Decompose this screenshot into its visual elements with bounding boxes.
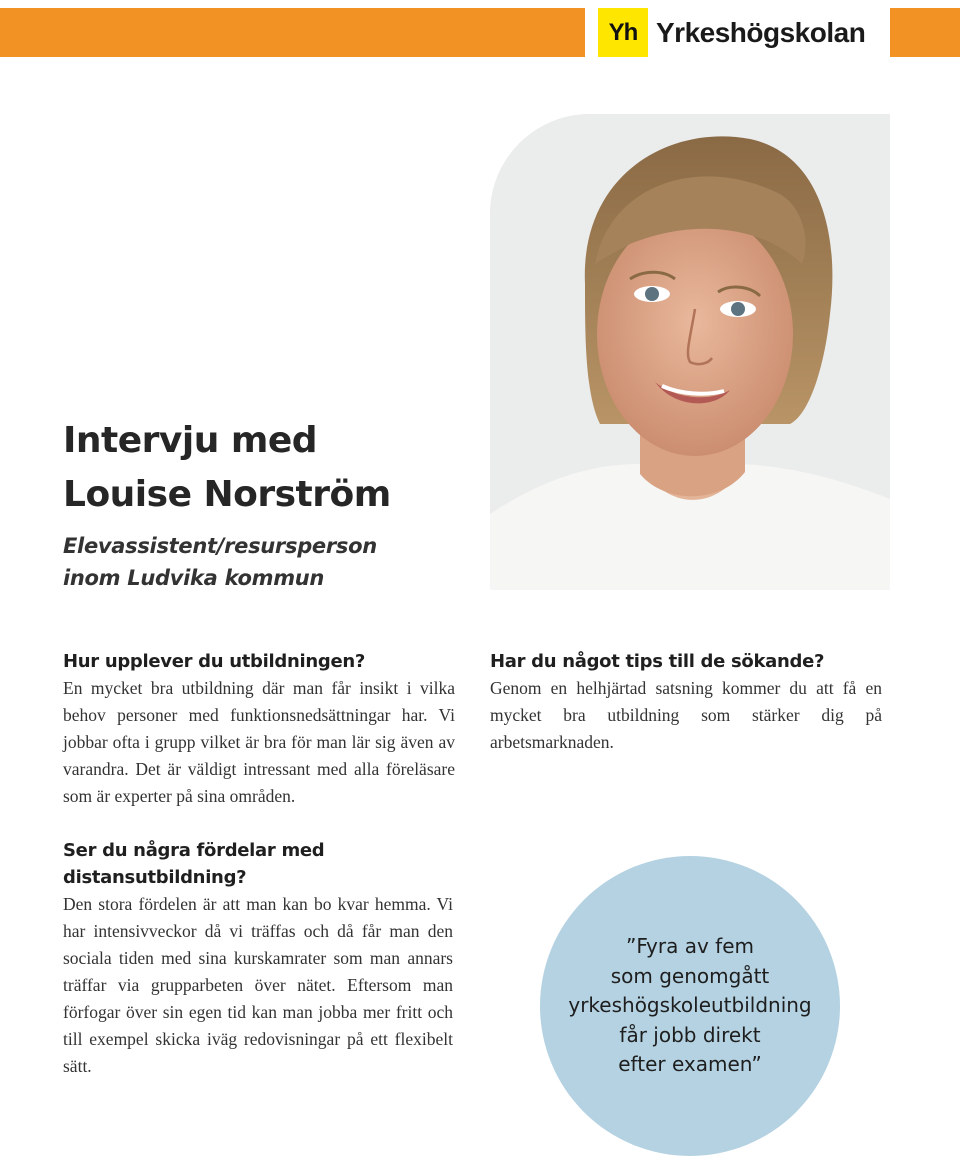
answer-distance: Den stora fördelen är att man kan bo kvar hemma. Vi har intensivveckor då vi träffas och då får man den sociala tiden med sina kurskamrater som man annars träffar via grupparbeten över nätet. Eftersom man förfogar över sin egen tid kan man jobba mer fritt och till exempel skicka iväg redovisningar på ett flexibelt sätt. [63,894,453,1076]
question-distance-line-1: Ser du några fördelar med [63,840,325,861]
question-distance [63,837,453,891]
header-orange-bar-left [0,8,585,57]
question-tips: Har du något tips till de sökande? [490,651,825,672]
portrait-illustration [490,114,890,590]
quote-line-4: får jobb direkt [619,1022,761,1047]
page-title [63,414,391,522]
qa-tips [490,648,882,756]
quote-line-1: ”Fyra av fem [626,934,754,959]
quote-circle [540,856,840,1156]
question-distance-line-2: distansutbildning? [63,867,247,888]
pull-quote [568,932,811,1080]
job-title [63,530,377,594]
qa-distance [63,837,453,1080]
answer-tips: Genom en helhjärtad satsning kommer du att få en mycket bra utbildning som stärker dig på arbetsmarknaden. [490,678,882,752]
subtitle-line-2: inom Ludvika kommun [63,566,325,590]
portrait-photo [490,114,890,590]
title-line-2: Louise Norström [63,474,391,515]
subtitle-line-1: Elevassistent/resursperson [63,534,377,558]
header-orange-bar-right [890,8,960,57]
answer-experience: En mycket bra utbildning där man får insikt i vilka behov personer med funktionsnedsättningar har. Vi jobbar ofta i grupp vilket är bra för man lär sig även av varandra. Det är väldigt intressant med alla föreläsare som är experter på sina områden. [63,678,455,806]
yh-logo [598,8,865,57]
quote-line-2: som genomgått [610,963,770,988]
quote-line-5: efter examen” [618,1052,762,1077]
question-experience: Hur upplever du utbildningen? [63,651,366,672]
qa-experience [63,648,455,810]
logo-text: Yrkeshögskolan [656,16,866,48]
quote-line-3: yrkeshögskoleutbildning [568,993,812,1018]
logo-mark: Yh [598,8,648,57]
title-line-1: Intervju med [63,420,318,461]
